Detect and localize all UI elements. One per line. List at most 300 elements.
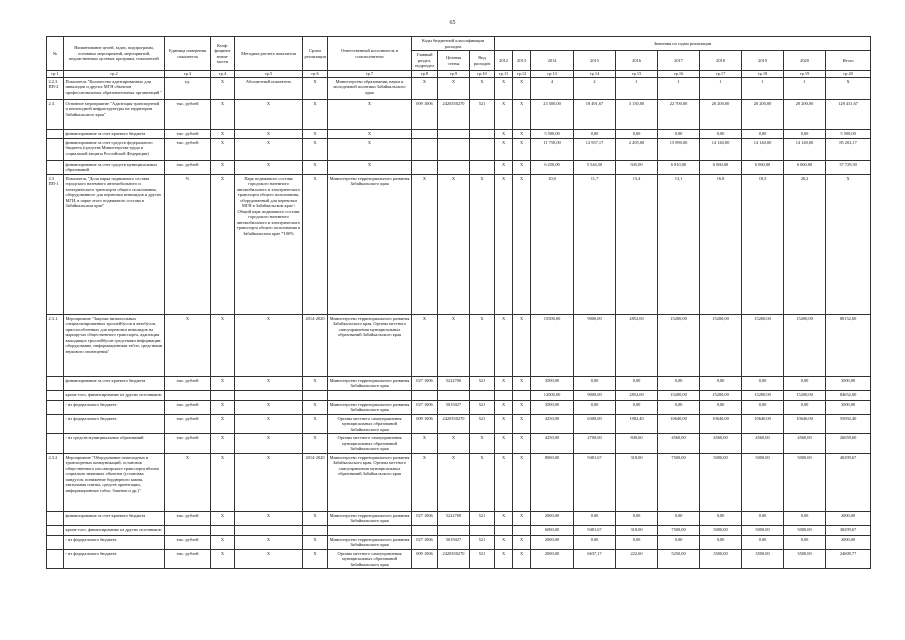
table-cell: 128 431,67 [826, 99, 871, 129]
table-cell: 0,00 [658, 400, 700, 414]
table-cell: Парк подвижного состава городского наземного автомобильного и электрического транспорта общего пользования, оборудованный для перевозки МГН в Забайкальском крае / Общий парк подвижного состава городского наземного автомобильного и электрического транспорта общего пользования в Забайкальском крае *100% [235, 174, 303, 314]
table-cell: X [495, 138, 513, 160]
table-cell: Министерство территориального развития Забайкальского края [328, 511, 412, 525]
table-cell: X [235, 129, 303, 138]
table-cell: X [495, 414, 513, 434]
table-cell [165, 525, 211, 535]
row-number: 2.2.3 ПП-2 [47, 77, 64, 99]
table-cell: 4560,00 [742, 434, 784, 454]
table-cell: X [826, 174, 871, 314]
table-cell: 5250,00 [658, 549, 700, 569]
table-cell: 521 [470, 99, 495, 129]
row-title: финансирование за счет краевого бюджета [64, 511, 165, 525]
table-cell: X [235, 376, 303, 390]
table-cell: X [438, 174, 470, 314]
table-cell: 10640,00 [784, 414, 826, 434]
column-number: гр.19 [784, 71, 826, 78]
table-cell [235, 525, 303, 535]
table-cell: 4250,00 [531, 434, 574, 454]
column-number: гр.5 [235, 71, 303, 78]
table-cell: X [235, 160, 303, 174]
table-cell: X [211, 174, 235, 314]
table-cell: Министерство территориального развития Забайкальского края [328, 400, 412, 414]
row-title: Мероприятие "Закупка низкопольных специализированных троллейбусов и автобусов, приспособленных для перевозки инвалидов на маршрутах общественного транспорта, адаптация выходящих троллейбусов средствами информации: оборудование, информационным табло, средствами звукового оповещения" [64, 314, 165, 376]
table-cell: X [328, 129, 412, 138]
row-title: Показатель "Доля парка подвижного состава городского наземного автомобильного и электрического транспорта общего пользования, оборудованного для перевозки инвалидов и других МГН, в парке этого подвижного состава в Забайкальском крае" [64, 174, 165, 314]
table-cell: 0,00 [742, 376, 784, 390]
table-row [47, 549, 871, 569]
table-cell: 0,00 [700, 535, 742, 549]
table-row [47, 174, 871, 314]
column-number: гр.16 [658, 71, 700, 78]
table-row [47, 376, 871, 390]
table-cell: 7500,00 [658, 525, 700, 535]
row-title: финансирование за счет краевого бюджета [64, 129, 165, 138]
table-cell: 6637,17 [574, 549, 616, 569]
table-cell: 521 [470, 535, 495, 549]
row-title: Основное мероприятие "Адаптация транспортной и пешеходной инфраструктуры на территории Забайкальского края" [64, 99, 165, 129]
table-cell: 1982,40 [616, 414, 658, 434]
table-cell: 2420350270 [438, 99, 470, 129]
table-row [47, 400, 871, 414]
table-cell: X [211, 434, 235, 454]
header-year: 2014 [531, 51, 574, 71]
table-cell: 15500,00 [531, 314, 574, 376]
row-number [47, 138, 64, 160]
column-number: гр.1 [47, 71, 64, 78]
table-cell: X [513, 129, 531, 138]
table-cell: 15200,00 [700, 390, 742, 400]
table-cell [513, 525, 531, 535]
table-cell: X [303, 77, 328, 99]
table-cell: 1 [700, 77, 742, 99]
table-cell: X [438, 453, 470, 511]
table-cell: X [412, 174, 438, 314]
column-number: гр.14 [574, 71, 616, 78]
table-cell: X [303, 138, 328, 160]
table-cell: X [211, 129, 235, 138]
column-number: гр.18 [742, 71, 784, 78]
table-cell: X [438, 314, 470, 376]
table-cell: 5000,00 [742, 453, 784, 511]
table-cell: X [495, 511, 513, 525]
table-cell: 3500,00 [826, 376, 871, 390]
table-cell: X [513, 511, 531, 525]
table-cell: 0,00 [574, 129, 616, 138]
table-cell: X [513, 99, 531, 129]
table-row [47, 511, 871, 525]
table-cell [235, 390, 303, 400]
header-year: 2015 [574, 51, 616, 71]
table-cell: 5 544,50 [574, 160, 616, 174]
table-row [47, 129, 871, 138]
table-cell: X [211, 138, 235, 160]
table-cell: 0,00 [784, 535, 826, 549]
table-cell: 3500,00 [531, 376, 574, 390]
table-cell [438, 390, 470, 400]
table-cell: 0,00 [658, 129, 700, 138]
table-cell: 14 140,00 [784, 138, 826, 160]
row-number [47, 400, 64, 414]
table-cell: X [438, 77, 470, 99]
column-number: гр.20 [826, 71, 871, 78]
table-cell: 13,4 [616, 174, 658, 314]
table-row [47, 390, 871, 400]
table-cell: 22 700,00 [658, 99, 700, 129]
table-cell: 5 500,00 [826, 129, 871, 138]
table-cell: X [211, 414, 235, 434]
table-cell: 0,00 [700, 400, 742, 414]
table-cell [412, 390, 438, 400]
table-cell: тыс. рублей [165, 400, 211, 414]
table-cell: 5222700 [438, 511, 470, 525]
table-cell: 4560,00 [784, 434, 826, 454]
table-cell: X [235, 549, 303, 569]
table-cell: 318,00 [616, 453, 658, 511]
table-cell: 3500,00 [742, 549, 784, 569]
table-cell: 2000,00 [826, 535, 871, 549]
table-cell: 15200,00 [742, 314, 784, 376]
table-cell: 027 1006 [412, 511, 438, 525]
table-cell: 4560,00 [658, 434, 700, 454]
row-title: - из федерального бюджета [64, 535, 165, 549]
table-cell: 15 890,00 [658, 138, 700, 160]
table-cell: Министерство территориального развития Забайкальского края, Органы местного самоуправления муниципальных образований Забайкальского края [328, 453, 412, 511]
table-cell: 0,00 [700, 376, 742, 390]
header-year: 2017 [658, 51, 700, 71]
header-unit: Единица измерения показателя [165, 37, 211, 71]
table-cell: 24609,77 [826, 549, 871, 569]
table-cell: 009 1006 [412, 414, 438, 434]
row-number: 2.3. [47, 99, 64, 129]
table-cell: 027 1006 [412, 535, 438, 549]
table-cell: 15200,00 [658, 390, 700, 400]
table-cell: X [513, 160, 531, 174]
table-cell: 0,00 [742, 511, 784, 525]
table-cell: 521 [470, 549, 495, 569]
column-number: гр.8 [412, 71, 438, 78]
column-number: гр.3 [165, 71, 211, 78]
table-cell: 0,00 [658, 511, 700, 525]
table-cell: 1 [742, 77, 784, 99]
table-cell: 5 500,00 [531, 129, 574, 138]
table-cell: X [303, 535, 328, 549]
table-cell: 18,5 [742, 174, 784, 314]
table-cell: 40299,67 [826, 453, 871, 511]
table-cell: 0,00 [574, 511, 616, 525]
table-cell: X [303, 549, 328, 569]
table-cell: 5000,00 [700, 525, 742, 535]
table-cell: X [211, 511, 235, 525]
table-cell: 3500,00 [826, 400, 871, 414]
table-cell: Абсолютный показатель [235, 77, 303, 99]
table-cell: тыс. рублей [165, 549, 211, 569]
table-cell: X [513, 549, 531, 569]
row-title: финансирование за счет средств муниципальных образований [64, 160, 165, 174]
table-cell: X [328, 99, 412, 129]
table-cell: 2 205,00 [616, 138, 658, 160]
table-cell: 16,8 [700, 174, 742, 314]
table-cell: 38299,67 [826, 525, 871, 535]
table-cell [211, 390, 235, 400]
table-cell: X [303, 129, 328, 138]
row-title: кроме того, финансирование из других источников: [64, 525, 165, 535]
table-cell: 11,7 [574, 174, 616, 314]
table-cell [470, 160, 495, 174]
table-cell: 18 491,67 [574, 99, 616, 129]
table-cell: 10640,00 [658, 414, 700, 434]
table-cell [470, 525, 495, 535]
table-cell: X [211, 549, 235, 569]
table-cell: 6 060,00 [742, 160, 784, 174]
table-cell: X [495, 160, 513, 174]
table-cell: 5000,00 [742, 525, 784, 535]
table-cell: X [165, 314, 211, 376]
table-cell: 0,00 [700, 129, 742, 138]
table-cell: 2420350270 [438, 549, 470, 569]
column-number: гр.17 [700, 71, 742, 78]
table-cell: Органы местного самоуправления муниципальных образований Забайкальского края [328, 414, 412, 434]
table-cell: 9481,67 [574, 453, 616, 511]
table-cell: 5222700 [438, 376, 470, 390]
column-number: гр.4 [211, 71, 235, 78]
table-cell: 10640,00 [742, 414, 784, 434]
table-row [47, 160, 871, 174]
table-cell: X [513, 434, 531, 454]
column-number: гр.2 [64, 71, 165, 78]
table-cell: X [235, 400, 303, 414]
table-cell: X [470, 77, 495, 99]
table-cell: 0,00 [784, 511, 826, 525]
table-cell: 3500,00 [531, 400, 574, 414]
table-cell: Министерство территориального развития Забайкальского края, Органы местного самоуправления муниципальных образований Забайкальского края [328, 314, 412, 376]
header-period: Сроки реализации [303, 37, 328, 71]
table-cell [328, 390, 412, 400]
table-cell: X [513, 376, 531, 390]
table-cell [303, 390, 328, 400]
table-cell: % [165, 174, 211, 314]
table-cell: тыс. рублей [165, 129, 211, 138]
table-cell: 5000,00 [700, 453, 742, 511]
table-cell: тыс. рублей [165, 160, 211, 174]
header-values: Значения по годам реализации [495, 37, 871, 51]
table-cell: X [495, 129, 513, 138]
table-cell: X [235, 434, 303, 454]
table-cell [412, 138, 438, 160]
table-cell: 2014-2020 [303, 314, 328, 376]
header-year: 2018 [700, 51, 742, 71]
table-cell: 12000,00 [531, 390, 574, 400]
table-cell: X [513, 400, 531, 414]
table-cell: 027 1006 [412, 376, 438, 390]
table-cell: X [513, 77, 531, 99]
table-cell: X [211, 400, 235, 414]
table-cell: 12 937,17 [574, 138, 616, 160]
row-title: Показатель "Количество адаптированных для инвалидов и других МГН объектов профессиональных образовательных организаций " [64, 77, 165, 99]
column-number: гр.12 [513, 71, 531, 78]
table-cell: X [513, 535, 531, 549]
header-year: 2016 [616, 51, 658, 71]
table-cell: 6 060,00 [700, 160, 742, 174]
table-cell: X [513, 453, 531, 511]
table-cell: X [235, 99, 303, 129]
table-cell: 20 200,00 [700, 99, 742, 129]
table-cell: 0,00 [742, 535, 784, 549]
table-cell: Министерство территориального развития Забайкальского края [328, 535, 412, 549]
table-cell: 0,00 [742, 129, 784, 138]
table-cell: 3500,00 [700, 549, 742, 569]
table-cell: 7500,00 [658, 453, 700, 511]
row-number [47, 511, 64, 525]
table-cell: 0,00 [742, 400, 784, 414]
table-cell: 0,00 [784, 400, 826, 414]
table-cell: 5000,00 [784, 525, 826, 535]
table-cell: X [303, 376, 328, 390]
table-cell: 0,00 [616, 129, 658, 138]
table-cell: X [211, 160, 235, 174]
page-number: 65 [449, 20, 456, 26]
table-cell: 1 [616, 77, 658, 99]
table-cell: X [235, 535, 303, 549]
table-cell [412, 129, 438, 138]
table-cell: 0,00 [700, 511, 742, 525]
table-cell: 11 750,00 [531, 138, 574, 160]
table-cell: 4 [531, 77, 574, 99]
table-cell: 85 202,17 [826, 138, 871, 160]
table-row [47, 77, 871, 99]
header-responsible: Ответственный исполнитель и соисполнители [328, 37, 412, 71]
row-title: - из средств муниципальных образований [64, 434, 165, 454]
row-number: 2.3.2 [47, 453, 64, 511]
table-cell: 15200,00 [784, 314, 826, 376]
table-cell: 5015027 [438, 535, 470, 549]
table-cell [513, 390, 531, 400]
table-cell: X [412, 314, 438, 376]
table-cell: X [235, 414, 303, 434]
table-row [47, 414, 871, 434]
table-cell: X [235, 138, 303, 160]
row-title: финансирование за счет краевого бюджета [64, 376, 165, 390]
row-number [47, 525, 64, 535]
table-cell: 0,00 [574, 535, 616, 549]
header-num: № [47, 37, 64, 71]
table-cell [438, 525, 470, 535]
table-cell: 9000,00 [574, 314, 616, 376]
table-cell: 1 [658, 77, 700, 99]
table-cell: X [495, 174, 513, 314]
table-cell: 15200,00 [742, 390, 784, 400]
table-cell: 9481,67 [574, 525, 616, 535]
table-row [47, 434, 871, 454]
table-cell: 4250,00 [531, 414, 574, 434]
table-cell [303, 525, 328, 535]
table-cell: X [211, 314, 235, 376]
table-cell: X [438, 434, 470, 454]
table-cell: X [826, 77, 871, 99]
table-cell: 0,00 [616, 376, 658, 390]
table-cell: 0,00 [658, 376, 700, 390]
table-cell: 2000,00 [531, 535, 574, 549]
table-cell: 55092,40 [826, 414, 871, 434]
row-number [47, 549, 64, 569]
header-year: Итого [826, 51, 871, 71]
table-cell: X [235, 453, 303, 511]
table-cell: 15200,00 [784, 390, 826, 400]
table-cell: X [495, 535, 513, 549]
budget-table [46, 36, 871, 569]
table-cell: 009 1006 [412, 549, 438, 569]
column-number: гр.9 [438, 71, 470, 78]
table-cell: X [513, 138, 531, 160]
table-cell: 2 [574, 77, 616, 99]
table-cell: тыс. рублей [165, 434, 211, 454]
table-cell: 20 200,00 [784, 99, 826, 129]
table-cell: Органы местного самоуправления муниципальных образований Забайкальского края [328, 434, 412, 454]
table-cell: X [495, 99, 513, 129]
table-cell: 2014-2020 [303, 453, 328, 511]
table-cell: 0,00 [784, 129, 826, 138]
row-number [47, 160, 64, 174]
table-cell: тыс. рублей [165, 376, 211, 390]
table-cell: 521 [470, 400, 495, 414]
table-cell: 6 060,00 [784, 160, 826, 174]
table-cell: 20 200,00 [742, 99, 784, 129]
row-title: - из федерального бюджета [64, 414, 165, 434]
header-coef: Коэф-фициент значи-мости [211, 37, 235, 71]
table-cell: X [495, 453, 513, 511]
table-cell: X [495, 77, 513, 99]
table-cell: 14 140,00 [742, 138, 784, 160]
table-cell: 2700,00 [574, 434, 616, 454]
table-cell [328, 525, 412, 535]
table-cell: 5015027 [438, 400, 470, 414]
table-cell: 9000,00 [574, 390, 616, 400]
header-name: Наименование целей, задач, подпрограмм, основных мероприятий, мероприятий, ведомственных целевых программ, показателей [64, 37, 165, 71]
table-cell: 84652,00 [826, 390, 871, 400]
table-cell: X [495, 400, 513, 414]
row-number [47, 390, 64, 400]
table-cell: 88152,00 [826, 314, 871, 376]
header-year: 2012 [495, 51, 513, 71]
header-year: 2013 [513, 51, 531, 71]
table-cell: X [470, 174, 495, 314]
table-cell: Министерство территориального развития Забайкальского края [328, 376, 412, 390]
table-cell: 5000,00 [784, 453, 826, 511]
column-number: гр.13 [531, 71, 574, 78]
row-number: 2.3.1. [47, 314, 64, 376]
table-cell: X [495, 549, 513, 569]
header-codes: Коды бюджетной классификации расходов [412, 37, 495, 51]
table-cell [211, 525, 235, 535]
table-cell: 6300,00 [574, 414, 616, 434]
table-row [47, 99, 871, 129]
table-cell: X [513, 314, 531, 376]
header-year: 2019 [742, 51, 784, 71]
table-cell: 15200,00 [658, 314, 700, 376]
table-cell: X [328, 138, 412, 160]
row-title: - из федерального бюджета [64, 549, 165, 569]
table-cell: 3 150,00 [616, 99, 658, 129]
column-number: гр.10 [470, 71, 495, 78]
table-cell [438, 160, 470, 174]
table-cell [470, 390, 495, 400]
table-cell: X [303, 414, 328, 434]
table-row [47, 314, 871, 376]
table-cell: тыс. рублей [165, 414, 211, 434]
header-code-col: Вид расходов [470, 51, 495, 71]
table-cell: тыс. рублей [165, 511, 211, 525]
table-cell: X [303, 511, 328, 525]
